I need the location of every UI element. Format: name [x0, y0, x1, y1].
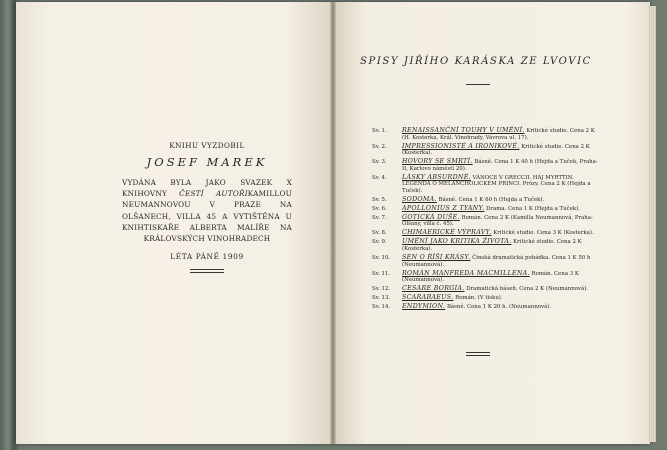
volume-number: Sv. 8.: [372, 230, 387, 237]
list-item: [372, 144, 600, 157]
work-description: VÁNOCE V GRECCII. HÁJ MYRTTIN. LEGENDA O MELANCHOLICKÉM PRINCI. Prózy. Cena 2 K (Hejda a Tuček).: [402, 174, 591, 194]
work-title: SEN O ŘÍŠI KRÁSY.: [402, 254, 471, 262]
list-item: [372, 197, 600, 204]
work-title: UMĚNÍ JAKO KRITIKA ŽIVOTA.: [402, 238, 512, 246]
work-description: Kritické studie. Cena 2 K (H. Kosterka, Král. Vinohrady, Vávrova ul. 17).: [402, 128, 595, 141]
colophon-body-start: VYDÁNA BYLA JAKO SVAZEK X KNIHOVNY: [122, 178, 292, 199]
volume-number: Sv. 11.: [372, 270, 391, 277]
volume-number: Sv. 5.: [372, 196, 387, 203]
work-entry: [402, 286, 600, 293]
work-title: RENAISSANČNÍ TOUHY V UMĚNÍ.: [402, 127, 525, 134]
colophon-line: KNIHU VYZDOBIL: [169, 141, 245, 150]
work-entry: [402, 128, 600, 141]
volume-number: Sv. 2.: [372, 143, 387, 150]
work-entry: [402, 230, 600, 237]
volume-number: Sv. 12.: [372, 286, 391, 293]
list-item: [372, 255, 600, 268]
list-item: [372, 159, 600, 172]
artist-name: JOSEF MAREK: [146, 155, 268, 169]
volume-number: Sv. 6.: [372, 205, 387, 212]
list-item: [372, 175, 600, 195]
work-description: Básně. Cena 1 K 20 h. (Neumannová).: [446, 304, 552, 311]
volume-number: Sv. 1.: [372, 128, 387, 134]
end-rule: [466, 352, 490, 356]
volume-number: Sv. 13.: [372, 295, 391, 302]
work-description: Drama. Cena 1 K (Hejda a Tuček).: [486, 205, 580, 212]
work-description: Román. Cena 3 K (Neumannová).: [402, 270, 579, 284]
list-item: [372, 295, 600, 302]
series-name: ČESTÍ AUTOŘI: [179, 189, 248, 199]
work-description: Básně. Cena 1 K 60 h (Hejda a Tuček).: [438, 196, 545, 203]
work-description: Dramatická báseň. Cena 2 K (Neumannová).: [466, 286, 588, 293]
volume-number: Sv. 3.: [372, 159, 387, 166]
works-list: [372, 128, 600, 313]
book-gutter: [330, 2, 336, 444]
work-entry: [402, 295, 600, 302]
volume-number: Sv. 7.: [372, 214, 387, 221]
work-title: ENDYMION.: [402, 303, 446, 311]
page-edges: [648, 6, 656, 442]
work-title: APOLLONIUS Z TYANY.: [402, 204, 485, 212]
work-entry: [402, 304, 600, 311]
work-title: SODOMA.: [402, 195, 437, 203]
work-title: IMPRESSIONISTÉ A IRONIKOVÉ.: [402, 142, 520, 150]
list-item: [372, 286, 600, 293]
work-title: GOTICKÁ DUŠE.: [402, 213, 460, 221]
list-item: [372, 239, 600, 252]
work-description: Básně. Cena 1 K 40 h (Hejda a Tuček, Praha-II, Karlovo náměstí 20).: [402, 159, 598, 172]
list-item: [372, 230, 600, 237]
work-entry: [402, 255, 600, 268]
colophon-year: LÉTA PÁNĚ 1909: [170, 252, 244, 262]
work-description: Činská dramatická pohádka. Cena 1 K 50 h (Neumannová).: [402, 255, 591, 268]
work-description: Román. Cena 2 K (Kamilla Neumannová, Praha-Olšany, villa č. 45).: [402, 214, 593, 228]
work-description: Román. (V tisku).: [455, 295, 503, 302]
work-entry: [402, 206, 600, 213]
work-title: HOVORY SE SMRTÍ.: [402, 158, 473, 166]
work-title: SCARABAEUS.: [402, 294, 454, 302]
colophon-body: [122, 177, 292, 244]
work-entry: [402, 175, 600, 195]
work-entry: [402, 215, 600, 228]
list-item: [372, 304, 600, 311]
work-entry: [402, 271, 600, 284]
volume-number: Sv. 14.: [372, 304, 391, 311]
colophon-body-rest: KAMILLOU NEUMANNOVOU V PRAZE NA OLŠANECH, VILLA 45 A VYTIŠTĚNA U KNIHTISKAŘE ALBERTA MALÍŘE NA KRÁLOVSKÝCH VINOHRADECH: [122, 189, 292, 244]
work-entry: [402, 144, 600, 157]
work-title: ROMÁN MANFREDA MACMILLENA.: [402, 269, 530, 277]
work-description: Kritické studie. Cena 2 K (Kosterka).: [402, 143, 590, 157]
list-item: [372, 215, 600, 228]
work-title: LÁSKY ABSURDNÉ.: [402, 173, 471, 181]
volume-number: Sv. 10.: [372, 255, 391, 262]
title-rule: [466, 84, 490, 85]
colophon: [122, 140, 292, 273]
list-item: [372, 271, 600, 284]
volume-number: Sv. 4.: [372, 174, 387, 181]
page-title: SPISY JIŘÍHO KARÁSKA ZE LVOVIC: [360, 56, 592, 67]
work-title: CESARE BORGIA.: [402, 285, 465, 293]
work-title: CHIMAERICKÉ VÝPRAVY.: [402, 229, 492, 237]
work-description: Kritické studie. Cena 2 K (Kosterka).: [402, 239, 582, 253]
work-entry: [402, 197, 600, 204]
list-item: [372, 206, 600, 213]
work-description: Kritické studie. Cena 3 K (Kosterka).: [493, 230, 594, 237]
work-entry: [402, 159, 600, 172]
list-item: [372, 128, 600, 141]
volume-number: Sv. 9.: [372, 239, 387, 246]
ornamental-rule: [190, 269, 224, 273]
work-entry: [402, 239, 600, 252]
